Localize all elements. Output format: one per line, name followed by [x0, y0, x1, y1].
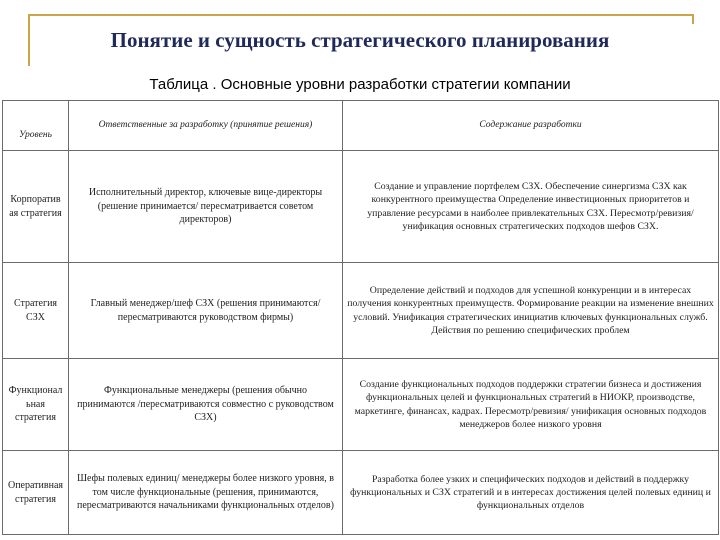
slide-title: Понятие и сущность стратегического планирования: [110, 28, 610, 52]
cell-level: Стратегия СЗХ: [3, 263, 69, 359]
cell-content: Создание и управление портфелем СЗХ. Обеспечение синергизма СЗХ как конкурентного преимущества Определение инвестиционных приоритетов и управление ресурсами в наиболее привлекательных СЗХ. Пересмотр/ревизия/унификация основных стратегических подходов шефов СЗХ.: [343, 151, 719, 263]
table-header-row: [3, 101, 719, 151]
table-caption: Таблица . Основные уровни разработки стратегии компании: [149, 76, 571, 93]
header-responsible: Ответственные за разработку (принятие решения): [69, 101, 343, 151]
cell-responsible: Шефы полевых единиц/ менеджеры более низкого уровня, в том числе функциональные (решения, принимаются, пересматриваются начальниками функциональных отделов): [69, 451, 343, 535]
cell-responsible: Функциональные менеджеры (решения обычно принимаются /пересматриваются совместно с руководством СЗХ): [69, 359, 343, 451]
table-row: [3, 263, 719, 359]
cell-content: Разработка более узких и специфических подходов и действий в поддержку функциональных и СЗХ стратегий и в интересах достижения целей полевых единиц и функциональных отделов: [343, 451, 719, 535]
cell-responsible: Главный менеджер/шеф СЗХ (решения принимаются/пересматриваются руководством фирмы): [69, 263, 343, 359]
header-level: Уровень: [3, 101, 69, 151]
strategy-levels-table: [2, 100, 719, 535]
cell-level: Функционал ьная стратегия: [3, 359, 69, 451]
cell-content: Создание функциональных подходов поддержки стратегии бизнеса и достижения функциональных целей и функциональных стратегий в НИОКР, производстве, маркетинге, финансах, кадрах. Пересмотр/ревизия/ унификация основных подходов менеджеров более низкого уровня: [343, 359, 719, 451]
header-content: Содержание разработки: [343, 101, 719, 151]
table-row: [3, 151, 719, 263]
cell-level: Оперативная стратегия: [3, 451, 69, 535]
cell-level: Корпоратив ая стратегия: [3, 151, 69, 263]
cell-content: Определение действий и подходов для успешной конкуренции и в интересах получения конкурентных преимуществ. Формирование реакции на изменение внешних условий. Унификация стратегических инициатив ключевых функциональных служб. Действия по решению специфических проблем: [343, 263, 719, 359]
cell-responsible: Исполнительный директор, ключевые вице-директоры (решение принимается/ пересматривается советом директоров): [69, 151, 343, 263]
table-row: [3, 451, 719, 535]
table-row: [3, 359, 719, 451]
